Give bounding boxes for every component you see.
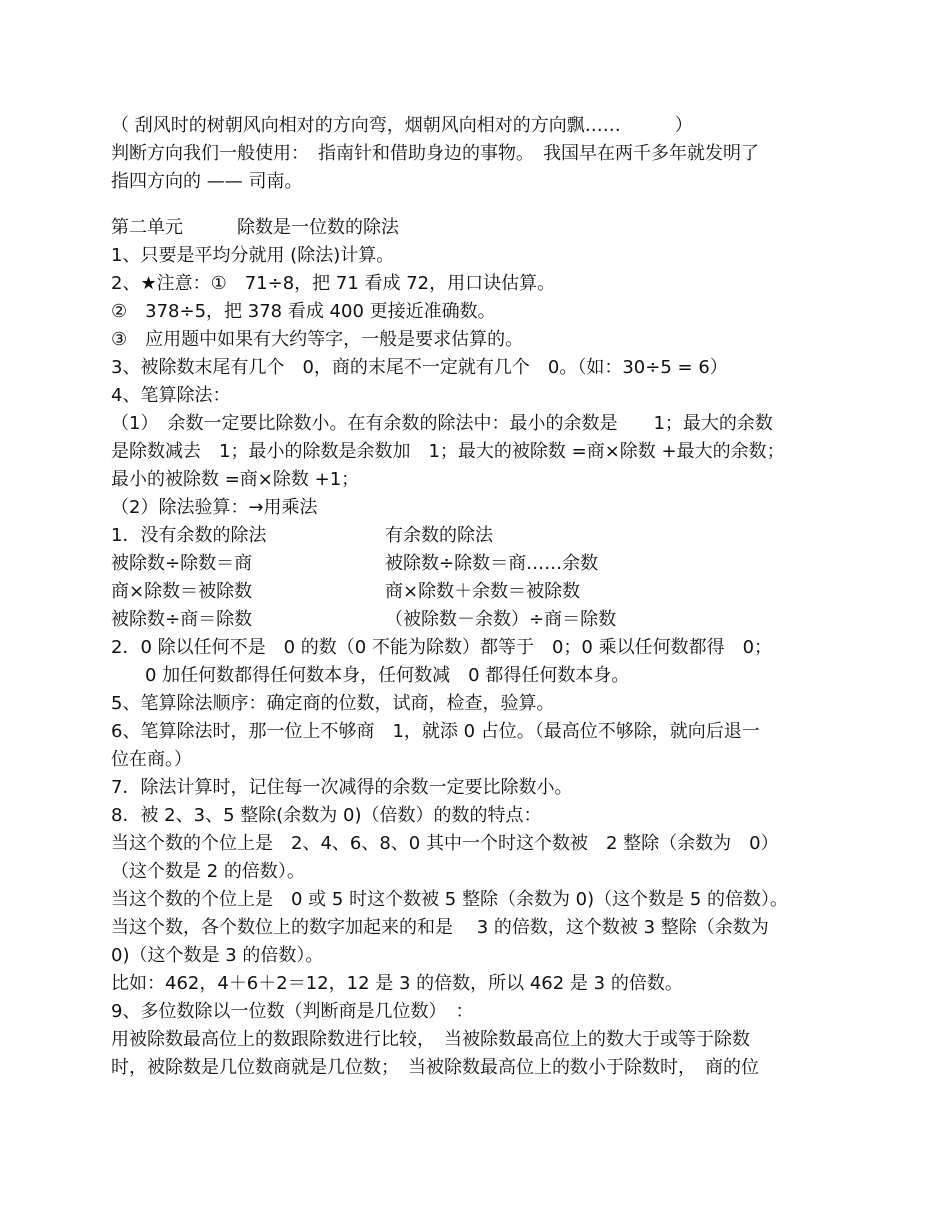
text-line: 判断方向我们一般使用： 指南针和借助身边的事物。 我国早在两千多年就发明了 (111, 143, 759, 164)
table-row (111, 606, 871, 634)
text-line: （ 刮风时的树朝风向相对的方向弯，烟朝风向相对的方向飘…… ） (111, 115, 693, 136)
table-row (111, 522, 871, 550)
section-title: 第二单元 除数是一位数的除法 (111, 217, 399, 238)
text-line: 用被除数最高位上的数跟除数进行比较， 当被除数最高位上的数大于或等于除数 (111, 1029, 750, 1050)
text-line: 1、只要是平均分就用 (除法)计算。 (111, 245, 395, 266)
table-cell-left: 被除数÷除数＝商 (111, 553, 253, 574)
text-line: 7．除法计算时，记住每一次减得的余数一定要比除数小。 (111, 777, 573, 798)
division-table (111, 522, 871, 634)
text-line: 6、笔算除法时，那一位上不够商 1，就添 0 占位。（最高位不够除，就向后退一 (111, 721, 760, 742)
text-line: （2）除法验算：→用乘法 (111, 497, 318, 518)
spacer (111, 196, 871, 214)
table-cell-right: 商×除数＋余数＝被除数 (385, 581, 581, 602)
text-line: 2、★注意：① 71÷8，把 71 看成 72，用口诀估算。 (111, 273, 556, 294)
text-line: 当这个数的个位上是 2、4、6、8、0 其中一个时这个数被 2 整除（余数为 0） (111, 833, 779, 854)
text-line: 0)（这个数是 3 的倍数）。 (111, 945, 324, 966)
text-line: 0 加任何数都得任何数本身，任何数减 0 都得任何数本身。 (145, 665, 630, 686)
text-line: ② 378÷5，把 378 看成 400 更接近准确数。 (111, 301, 496, 322)
table-cell-right: 有余数的除法 (385, 525, 493, 546)
text-line: 8．被 2、3、5 整除(余数为 0)（倍数）的数的特点： (111, 805, 542, 826)
text-line: 时，被除数是几位数商就是几位数； 当被除数最高位上的数小于除数时， 商的位 (111, 1057, 759, 1078)
table-cell-left: 被除数÷商＝除数 (111, 609, 253, 630)
text-line: 3、被除数末尾有几个 0，商的末尾不一定就有几个 0。（如：30÷5 = 6） (111, 357, 728, 378)
table-cell-right: （被除数－余数）÷商＝除数 (385, 609, 617, 630)
text-line: 是除数减去 1；最小的除数是余数加 1；最大的被除数 =商×除数 +最大的余数； (111, 441, 785, 462)
text-line: （这个数是 2 的倍数）。 (111, 861, 305, 882)
text-line: 当这个数，各个数位上的数字加起来的和是 3 的倍数，这个数被 3 整除（余数为 (111, 917, 769, 938)
text-line: 当这个数的个位上是 0 或 5 时这个数被 5 整除（余数为 0)（这个数是 5 的倍数）。 (111, 889, 789, 910)
table-cell-right: 被除数÷除数＝商……余数 (385, 553, 599, 574)
text-line: 5、笔算除法顺序：确定商的位数，试商，检查，验算。 (111, 693, 555, 714)
text-line: 最小的被除数 =商×除数 +1； (111, 469, 360, 490)
table-row (111, 578, 871, 606)
text-line: 比如：462，4＋6＋2＝12，12 是 3 的倍数，所以 462 是 3 的倍数。 (111, 973, 683, 994)
text-line: 2．0 除以任何不是 0 的数（0 不能为除数）都等于 0；0 乘以任何数都得 0； (111, 637, 773, 658)
text-line: 4、笔算除法： (111, 385, 231, 406)
text-line: 9、多位数除以一位数（判断商是几位数） ： (111, 1001, 474, 1022)
table-row (111, 550, 871, 578)
text-line: 位在商。） (111, 749, 192, 770)
document-page (111, 112, 871, 1082)
table-cell-left: 1．没有余数的除法 (111, 525, 267, 546)
text-line: ③ 应用题中如果有大约等字，一般是要求估算的。 (111, 329, 524, 350)
table-cell-left: 商×除数＝被除数 (111, 581, 253, 602)
text-line: （1） 余数一定要比除数小。在有余数的除法中：最小的余数是 1；最大的余数 (111, 413, 773, 434)
text-line: 指四方向的 —— 司南。 (111, 171, 303, 192)
